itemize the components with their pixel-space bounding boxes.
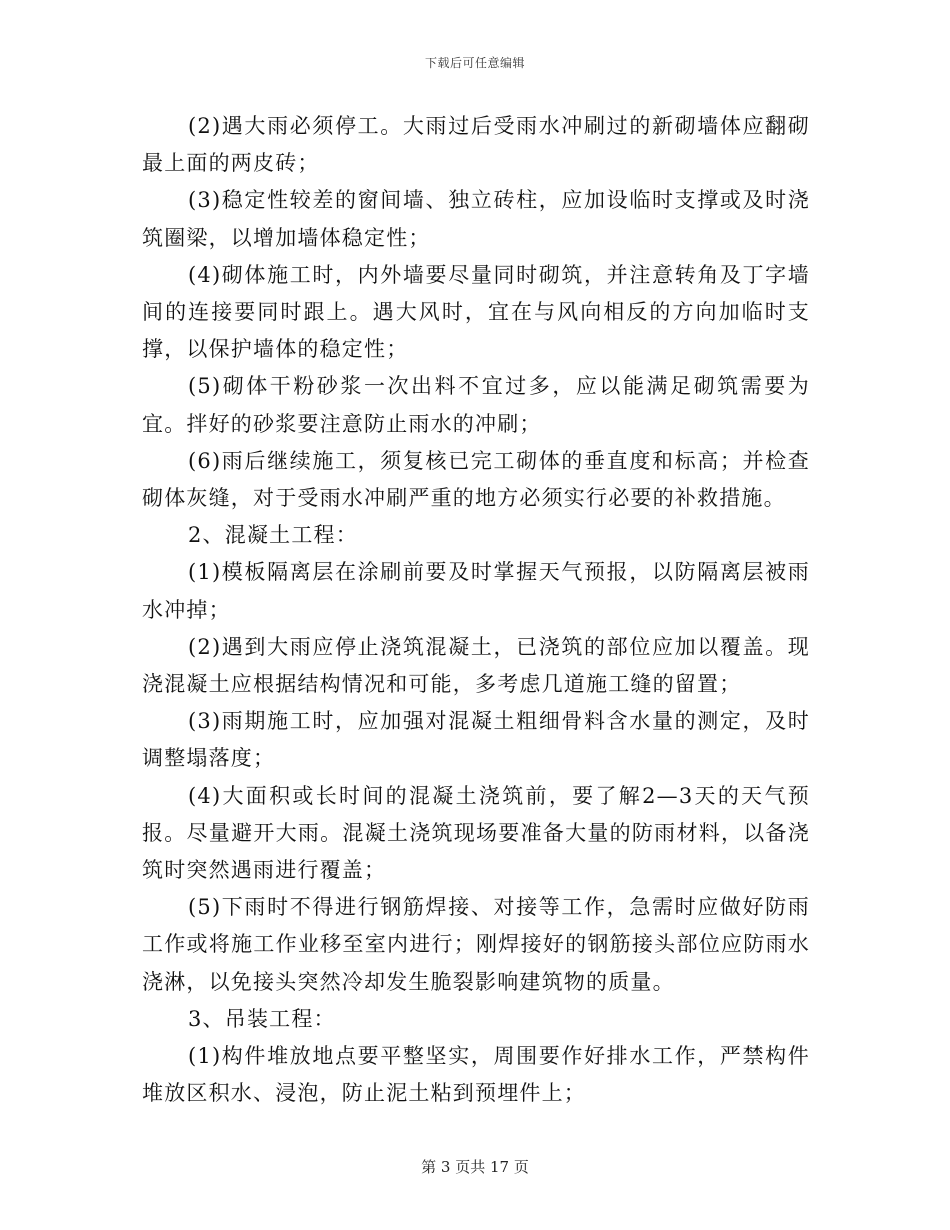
paragraph: (4)大面积或长时间的混凝土浇筑前，要了解2—3天的天气预报。尽量避开大雨。混凝土浇筑现场要准备大量的防雨材料，以备浇筑时突然遇雨进行覆盖； — [142, 783, 810, 883]
paragraph: (1)构件堆放地点要平整坚实，周围要作好排水工作，严禁构件堆放区积水、浸泡，防止泥土粘到预埋件上； — [142, 1044, 810, 1106]
paragraph: (2)遇大雨必须停工。大雨过后受雨水冲刷过的新砌墙体应翻砌最上面的两皮砖； — [142, 114, 810, 176]
paragraph: (5)下雨时不得进行钢筋焊接、对接等工作，急需时应做好防雨工作或将施工作业移至室内进行；刚焊接好的钢筋接头部位应防雨水浇淋，以免接头突然冷却发生脆裂影响建筑物的质量。 — [142, 895, 810, 994]
page-number: 第 3 页共 17 页 — [421, 1158, 529, 1176]
page-header: 下载后可任意编辑 — [424, 56, 525, 70]
section-heading: 2、混凝土工程： — [188, 523, 358, 548]
paragraph: (1)模板隔离层在涂刷前要及时掌握天气预报，以防隔离层被雨水冲掉； — [142, 560, 810, 622]
paragraph: (3)稳定性较差的窗间墙、独立砖柱，应加设临时支撑或及时浇筑圈梁，以增加墙体稳定性； — [142, 188, 810, 250]
paragraph: (4)砌体施工时，内外墙要尽量同时砌筑，并注意转角及丁字墙间的连接要同时跟上。遇大风时，宜在与风向相反的方向加临时支撑，以保护墙体的稳定性； — [142, 262, 810, 362]
document-body — [142, 108, 810, 1112]
paragraph: (6)雨后继续施工，须复核已完工砌体的垂直度和标高；并检查砌体灰缝，对于受雨水冲刷严重的地方必须实行必要的补救措施。 — [142, 448, 810, 511]
paragraph: (3)雨期施工时，应加强对混凝土粗细骨料含水量的测定，及时调整塌落度； — [142, 709, 810, 771]
paragraph: (5)砌体干粉砂浆一次出料不宜过多，应以能满足砌筑需要为宜。拌好的砂浆要注意防止雨水的冲刷； — [142, 374, 810, 436]
section-heading: 3、吊装工程： — [188, 1006, 336, 1031]
paragraph: (2)遇到大雨应停止浇筑混凝土，已浇筑的部位应加以覆盖。现浇混凝土应根据结构情况和可能，多考虑几道施工缝的留置； — [142, 634, 810, 697]
